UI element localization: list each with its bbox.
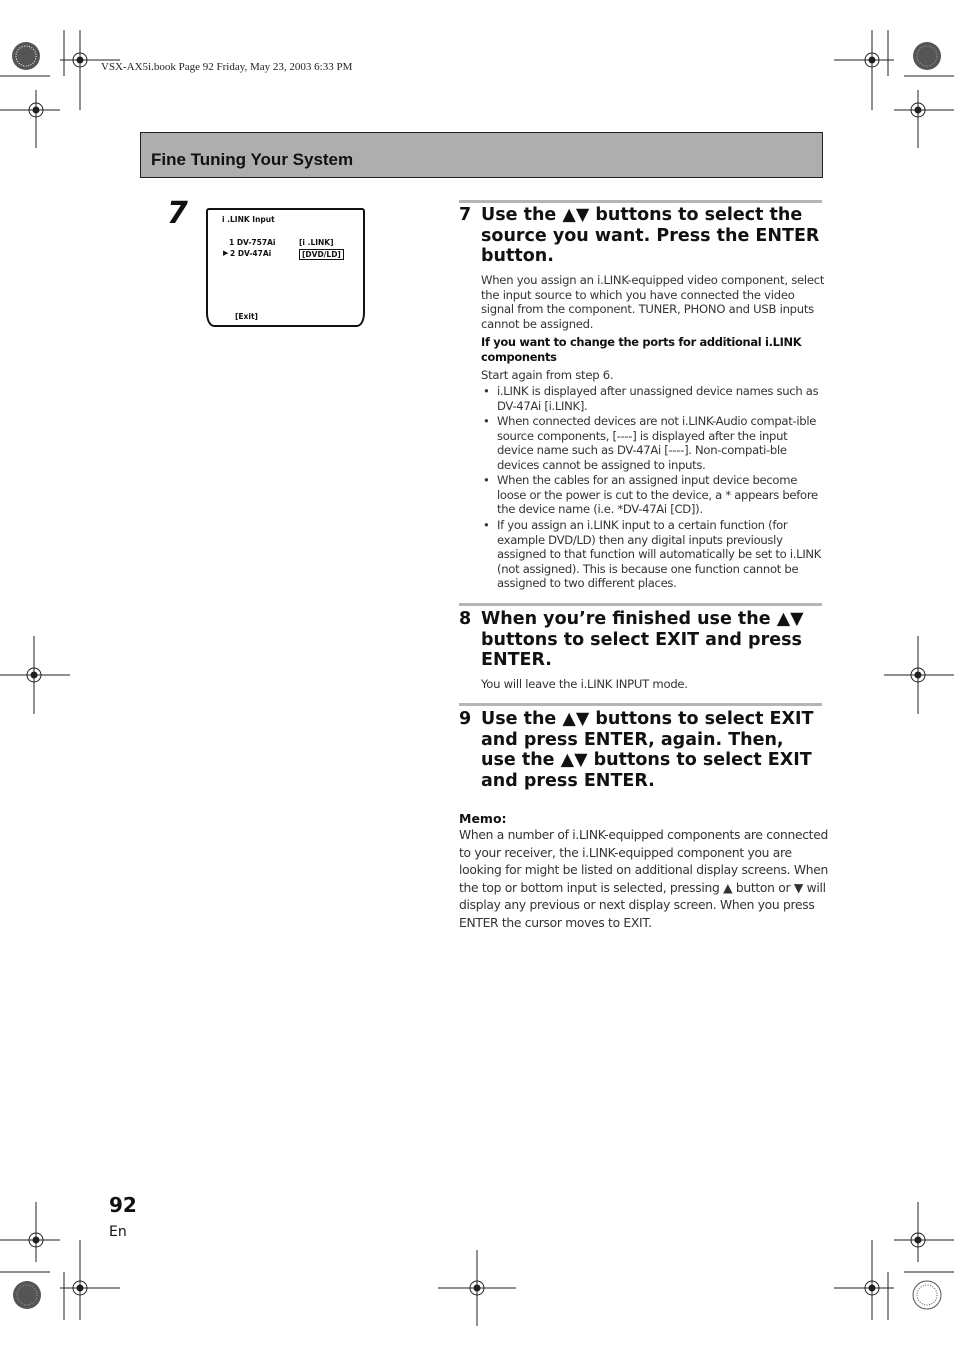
- osd-row2-value: [DVD/LD]: [299, 249, 344, 260]
- step7-sub-body: Start again from step 6.: [481, 368, 614, 382]
- osd-title: i .LINK Input: [222, 215, 275, 224]
- section-header-bar: [140, 132, 823, 178]
- list-item: • When connected devices are not i.LINK-Audio compat-ible source components, [----] is displayed after the input device name such as DV-47Ai [----]. Non-compati-ble devices cannot be assigned to inputs.: [483, 414, 817, 472]
- book-header: VSX-AX5i.book Page 92 Friday, May 23, 2003 6:33 PM: [101, 61, 353, 73]
- section-title: Fine Tuning Your System: [151, 150, 354, 169]
- memo-text: When a number of i.LINK-equipped components are connected to your receiver, the i.LINK-equipped component you are looking for might be listed on additional display screens. When the top or bottom input is selected, pressing ▲ button or ▼ will display any previous or next display screen. When you press ENTER the cursor moves to EXIT.: [459, 828, 828, 930]
- step9-number: 9: [459, 709, 472, 729]
- memo-label: Memo:: [459, 811, 507, 826]
- step7-subheading: If you want to change the ports for additional i.LINK components: [481, 335, 802, 364]
- step9-rule: [459, 703, 822, 706]
- step7-number: 7: [459, 205, 472, 225]
- step8-rule: [459, 603, 822, 606]
- page-language: En: [109, 1224, 127, 1240]
- osd-row1-value: [i .LINK]: [299, 238, 334, 247]
- step8-number: 8: [459, 609, 472, 629]
- osd-screen-illustration: [206, 208, 365, 327]
- osd-cursor-icon: ▶: [223, 249, 229, 257]
- osd-exit-label: [Exit]: [235, 312, 258, 321]
- step8-heading: [459, 609, 824, 671]
- page-number: 92: [109, 1193, 137, 1217]
- list-item: • When the cables for an assigned input device become loose or the power is cut to the device, a * appears before the device name (i.e. *DV-47Ai [CD]).: [483, 473, 818, 517]
- figure-step-number: 7: [167, 196, 188, 231]
- step9-heading: [459, 709, 824, 791]
- osd-row2-name: 2 DV-47Ai: [230, 249, 272, 258]
- list-item: • i.LINK is displayed after unassigned device names such as DV-47Ai [i.LINK].: [483, 384, 819, 413]
- step7-rule: [459, 200, 822, 203]
- list-item: • If you assign an i.LINK input to a certain function (for example DVD/LD) then any digital inputs previously assigned to that function will automatically be set to i.LINK (not assigned). This is because one function cannot be assigned to two different places.: [483, 518, 822, 591]
- step7-heading: [459, 205, 824, 267]
- step7-bullet-list: [481, 384, 826, 592]
- step8-heading-text: When you’re finished use the ▲▼ buttons to select EXIT and press ENTER.: [481, 609, 804, 671]
- step7-body: When you assign an i.LINK-equipped video component, select the input source to which you have connected the video signal from the component. TUNER, PHONO and USB inputs cannot be assigned.: [481, 273, 825, 332]
- step8-body: You will leave the i.LINK INPUT mode.: [481, 677, 688, 691]
- osd-row1-name: 1 DV-757Ai: [229, 238, 276, 247]
- step9-heading-text: Use the ▲▼ buttons to select EXIT and press ENTER, again. Then, use the ▲▼ buttons to select EXIT and press ENTER.: [481, 709, 814, 791]
- step7-heading-text: Use the ▲▼ buttons to select the source you want. Press the ENTER button.: [481, 205, 820, 267]
